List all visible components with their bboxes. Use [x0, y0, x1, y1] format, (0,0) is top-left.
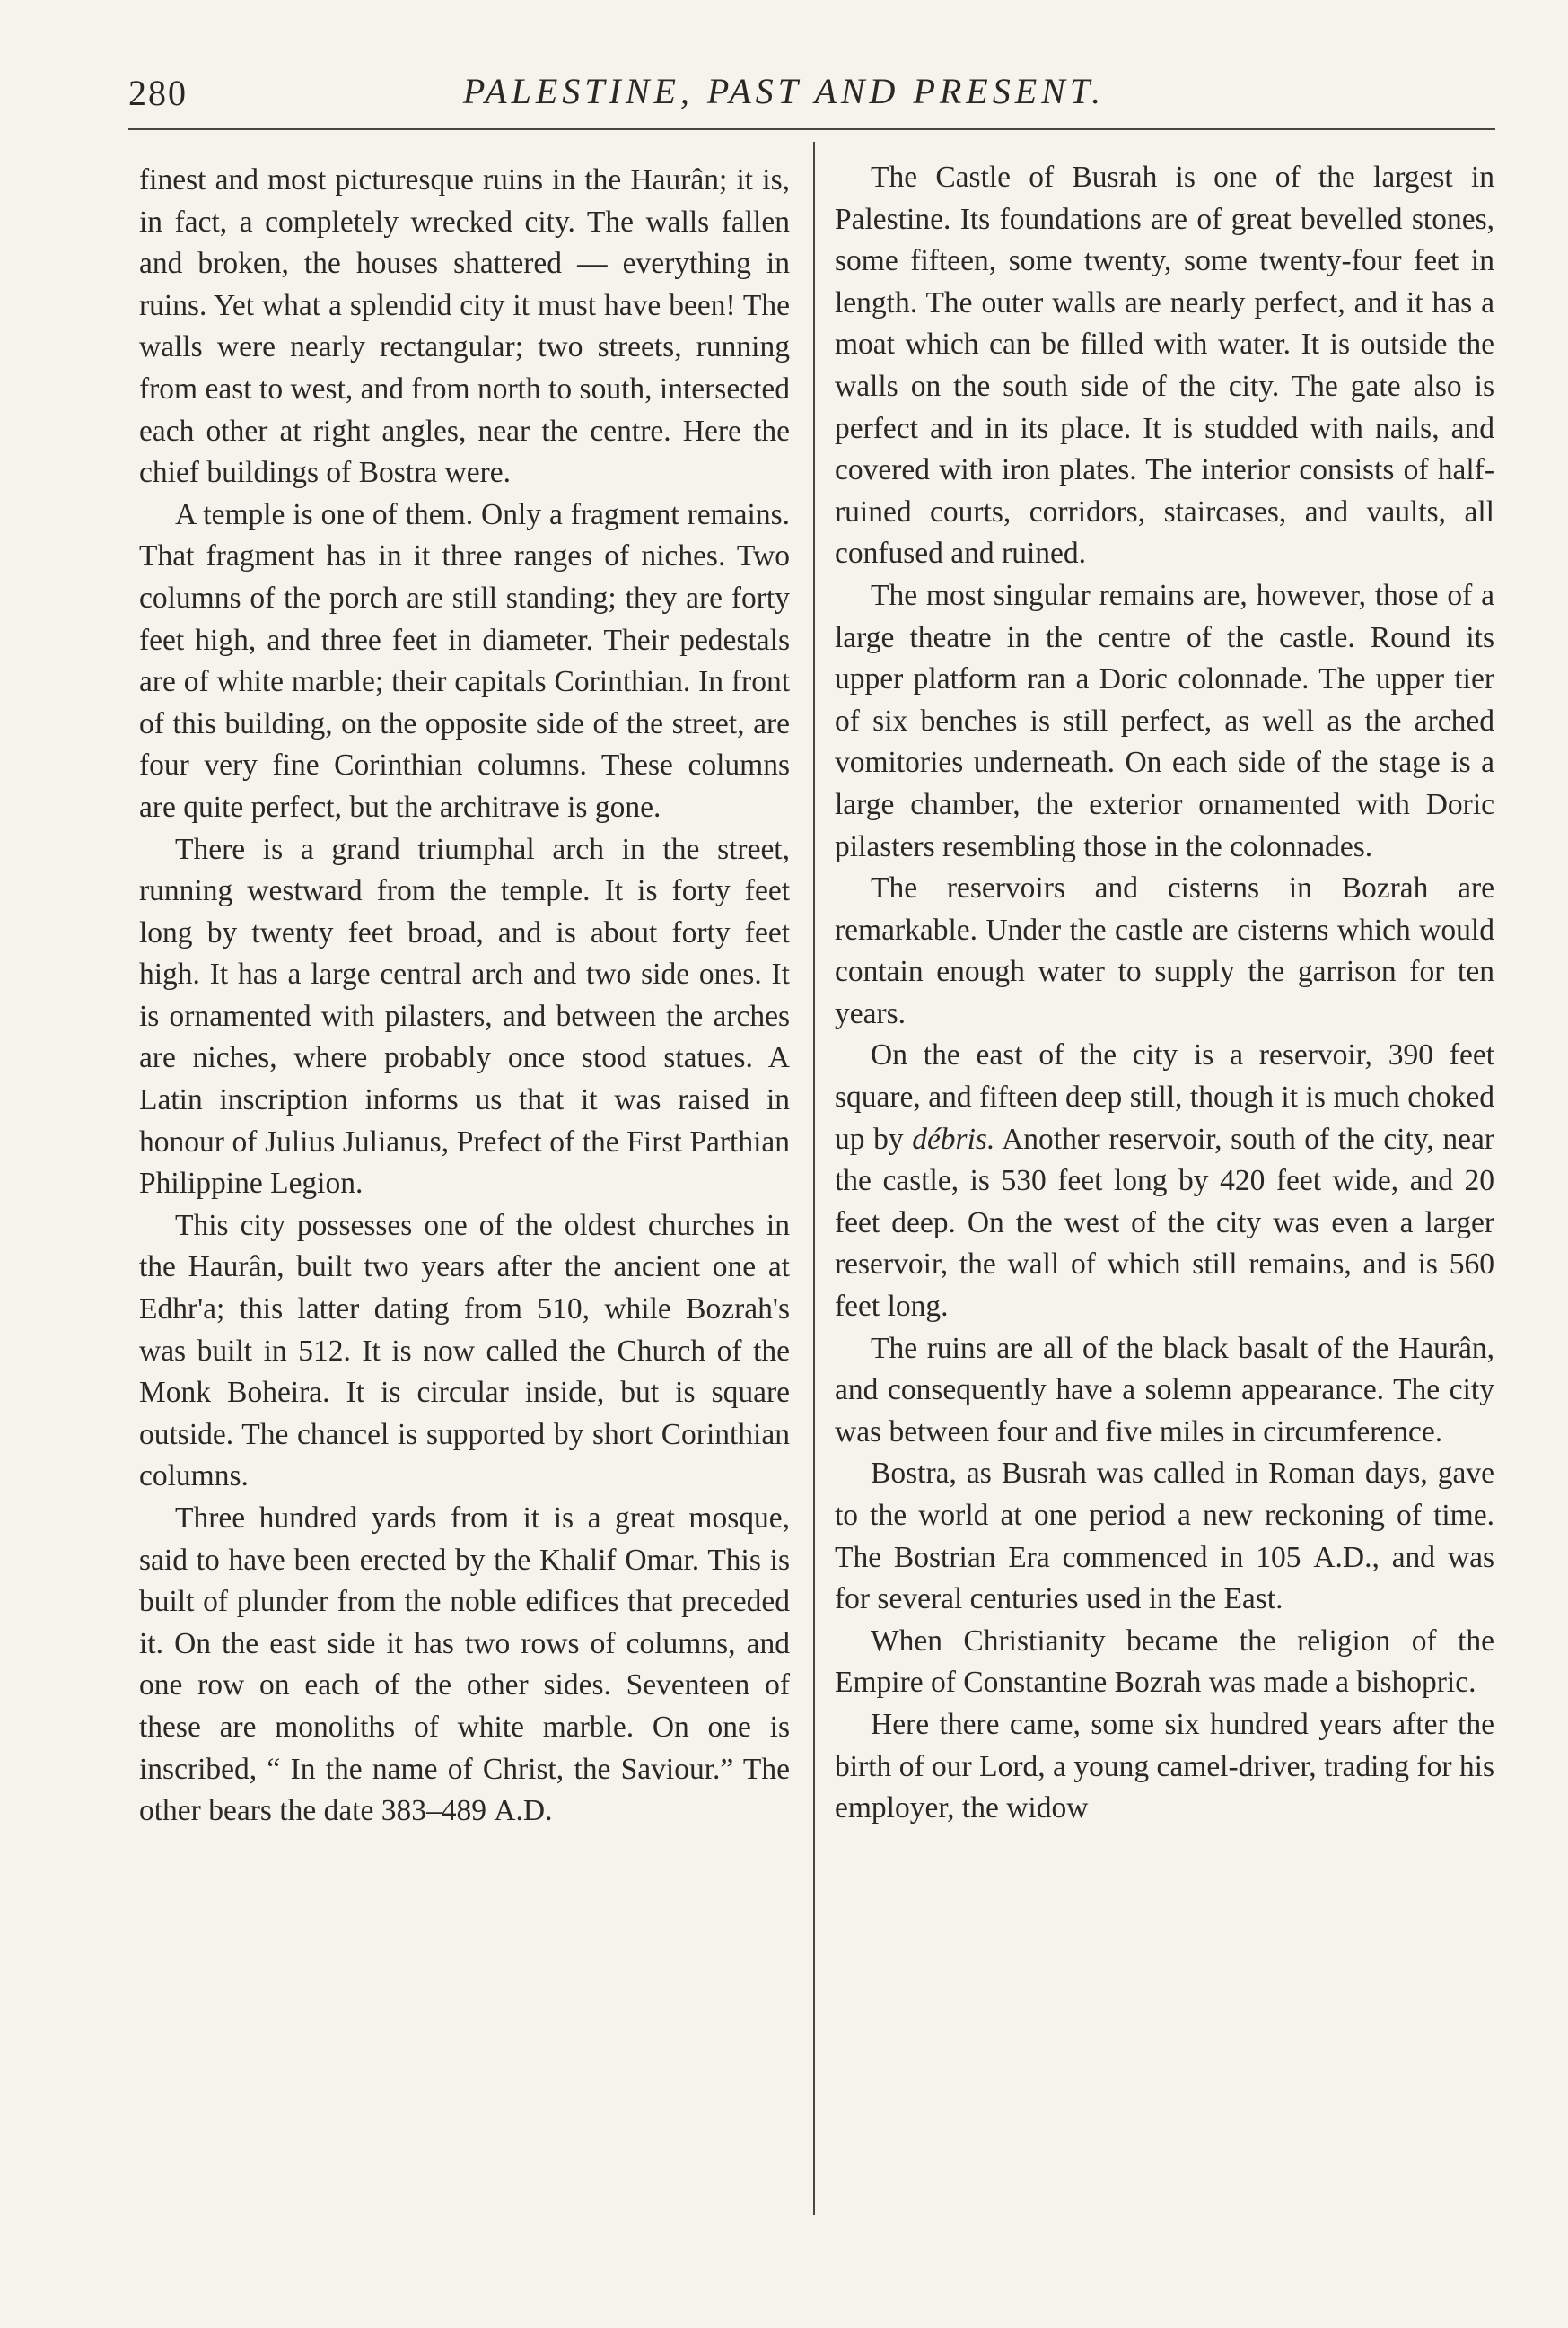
paragraph-text: , and was for several centuries used in the East. — [835, 1540, 1495, 1616]
paragraph — [139, 1498, 790, 1833]
right-column — [835, 157, 1494, 1830]
left-column — [139, 160, 790, 1833]
paragraph: The most singular remains are, however, those of a large theatre in the centre of the castle. Round its upper platform ran a Doric colonnade. The upper tier of six benches is still perfect, as well as the arched vomitories underneath. On each side of the stage is a large chamber, the exterior ornamented with Doric pilasters resembling those in the colonnades. — [835, 578, 1494, 863]
paragraph — [835, 1035, 1494, 1327]
italic-term: débris. — [912, 1122, 995, 1156]
page-number: 280 — [128, 73, 188, 113]
paragraph: This city possesses one of the oldest churches in the Haurân, built two years after the ancient one at Edhr'a; this latter dating from 510, while Bozrah's was built in 512. It is now called the Church of the Monk Boheira. It is circular inside, but is square outside. The chancel is supported by short Corinthian columns. — [139, 1208, 790, 1493]
running-title: PALESTINE, PAST AND PRESENT. — [462, 71, 1106, 111]
column-divider — [813, 142, 815, 2215]
paragraph: A temple is one of them. Only a fragment remains. That fragment has in it three ranges of niches. Two columns of the porch are still standing; they are forty feet high, and three feet in diameter. Their pedestals are of white marble; their capitals Corinthian. In front of this building, on the opposite side of the street, are four very fine Corinthian columns. These columns are quite perfect, but the architrave is gone. — [139, 497, 790, 824]
paragraph: Here there came, some six hundred years after the birth of our Lord, a young camel-driver, trading for his employer, the widow — [835, 1707, 1494, 1825]
paragraph-text: Another reservoir, south of the city, near the castle, is 530 feet long by 420 feet wide, and 20 feet deep. On the west of the city was even a larger reservoir, the wall of which still remains, and is 560 feet long. — [835, 1122, 1494, 1324]
era-abbreviation: A.D. — [494, 1794, 553, 1828]
paragraph: There is a grand triumphal arch in the street, running westward from the temple. It is forty feet long by twenty feet broad, and is about forty feet high. It has a large central arch and two side ones. It is ornamented with pilasters, and between the arches are niches, where probably once stood statues. A Latin inscription informs us that it was raised in honour of Julius Julianus, Prefect of the First Parthian Philippine Legion. — [139, 832, 790, 1201]
paragraph — [835, 1453, 1494, 1620]
paragraph: finest and most picturesque ruins in the Haurân; it is, in fact, a completely wrecked city. The walls fallen and broken, the houses shattered — everything in ruins. Yet what a splendid city it must have been! The walls were nearly rectangular; two streets, running from east to west, and from north to south, intersected each other at right angles, near the centre. Here the chief buildings of Bostra were. — [139, 163, 790, 490]
running-header — [0, 70, 1568, 124]
paragraph: The ruins are all of the black basalt of the Haurân, and consequently have a solemn appearance. The city was between four and five miles in circumference. — [835, 1331, 1494, 1448]
paragraph-text: Bostra, as Busrah was called in Roman days, gave to the world at one period a new reckoning of time. The Bostrian Era commenced in 105 — [835, 1457, 1494, 1574]
paragraph: When Christianity became the religion of the Empire of Constantine Bozrah was made a bishopric. — [835, 1623, 1494, 1700]
paragraph: The Castle of Busrah is one of the largest in Palestine. Its foundations are of great bevelled stones, some fifteen, some twenty, some twenty-four feet in length. The outer walls are nearly perfect, and it has a moat which can be filled with water. It is outside the walls on the south side of the city. The gate also is perfect and in its place. It is studded with nails, and covered with iron plates. The interior consists of half-ruined courts, corridors, staircases, and vaults, all confused and ruined. — [835, 161, 1494, 571]
era-abbreviation: A.D. — [1313, 1540, 1372, 1574]
paragraph-text: Three hundred yards from it is a great mosque, said to have been erected by the Khalif Omar. This is built of plunder from the noble edifices that preceded it. On the east side it has two rows of columns, and one row on each of the other sides. Seventeen of these are monoliths of white marble. On one is inscribed, “ In the name of Christ, the Saviour.” The other bears the date 383–489 — [139, 1501, 790, 1828]
header-rule — [128, 128, 1495, 130]
paragraph: The reservoirs and cisterns in Bozrah are remarkable. Under the castle are cisterns which would contain enough water to supply the garrison for ten years. — [835, 871, 1494, 1030]
paragraph-text: On the east of the city is a reservoir, 390 feet square, and fifteen deep still, though it is much choked up by — [835, 1038, 1494, 1156]
